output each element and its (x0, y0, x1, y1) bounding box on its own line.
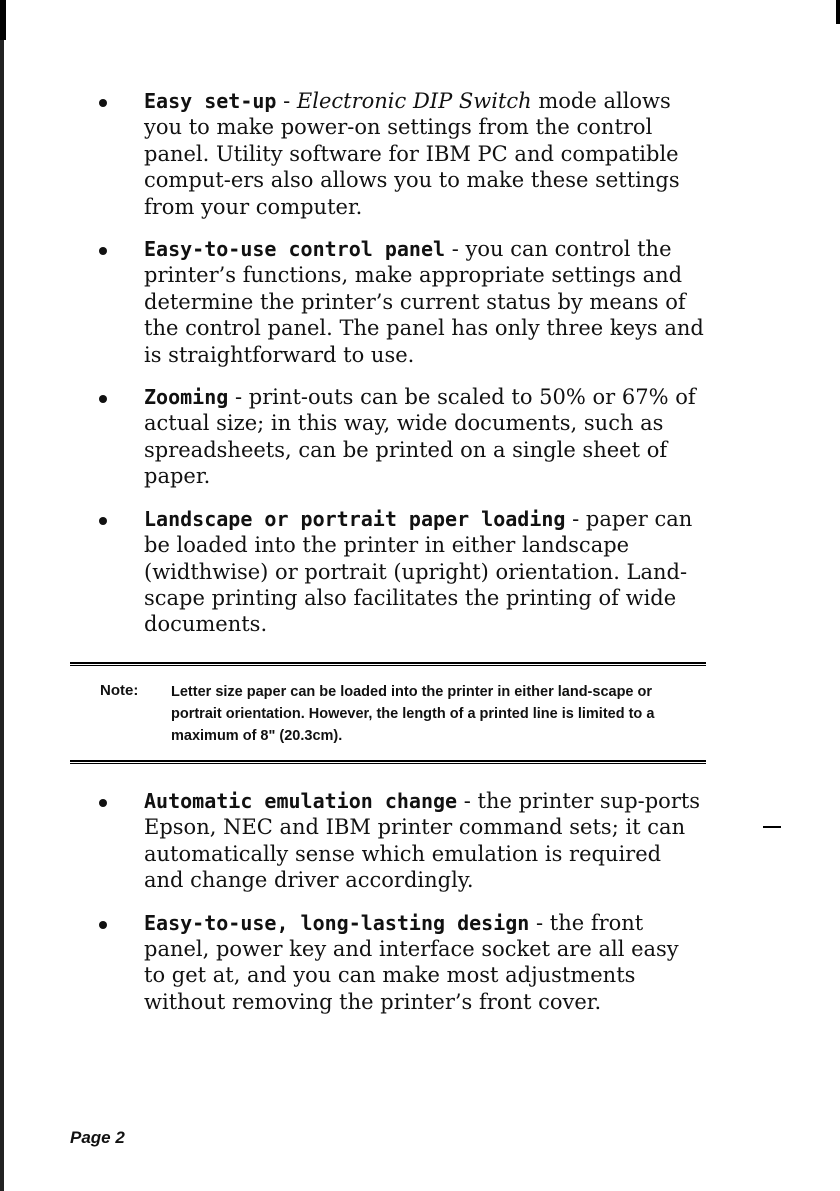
feature-text: Easy set-up - Electronic DIP Switch mode allows you to make power-on settings from the control panel. Utility software for IBM PC and compatible comput-ers also allows you to make these settings from your computer. (144, 89, 680, 219)
feature-description: the front panel, power key and interface socket are all easy to get at, and you can make most adjustments without removing the printer’s front cover. (144, 910, 679, 1014)
feature-item-control-panel (96, 236, 706, 368)
note-label: Note: (100, 682, 139, 699)
feature-text: Easy-to-use, long-lasting design - the front panel, power key and interface socket are all easy to get at, and you can make most adjustments without removing the printer’s front cover. (144, 910, 679, 1014)
bullet-icon (99, 517, 107, 525)
bullet-icon (99, 247, 107, 255)
feature-item-paper-loading (96, 506, 706, 638)
bullet-icon (99, 395, 107, 403)
feature-description: the printer sup-ports Epson, NEC and IBM printer command sets; it can automatically sense which emulation is required and change driver accordingly. (144, 789, 701, 893)
scan-mark (0, 0, 6, 40)
page-number: Page 2 (70, 1128, 125, 1147)
feature-term: Zooming (144, 385, 229, 410)
feature-description: print-outs can be scaled to 50% or 67% of actual size; in this way, wide documents, such as spreadsheets, can be printed on a single sheet of paper. (144, 385, 696, 489)
feature-description: mode allows you to make power-on settings from the control panel. Utility software for IBM PC and compatible comput-ers also allows you to make these settings from your computer. (144, 89, 680, 219)
feature-list (96, 788, 706, 1031)
feature-term-italic: Electronic DIP Switch (296, 89, 532, 113)
feature-term: Automatic emulation change (144, 789, 458, 813)
feature-text: Easy-to-use control panel - you can control the printer’s functions, make appropriate settings and determine the printer’s current status by means of the control panel. The panel has only three keys and is straightforward to use. (144, 237, 704, 367)
divider (70, 662, 706, 666)
bullet-icon (99, 99, 107, 107)
feature-list (96, 88, 706, 654)
divider (70, 760, 706, 764)
bullet-icon (99, 799, 107, 807)
feature-item-easy-setup (96, 88, 706, 220)
note-text: Letter size paper can be loaded into the printer in either land-scape or portrait orientation. However, the length of a printed line is limited to a maximum of 8" (20.3cm). (171, 684, 655, 744)
margin-mark (763, 826, 781, 828)
feature-term: Easy-to-use, long-lasting design (144, 910, 530, 935)
feature-text: Landscape or portrait paper loading - paper can be loaded into the printer in either landscape (widthwise) or portrait (upright) orientation. Land-scape printing also facilitates the printing of wide documents. (144, 506, 693, 637)
feature-item-design (96, 910, 706, 1016)
bullet-icon (99, 921, 107, 929)
feature-text: Automatic emulation change - the printer sup-ports Epson, NEC and IBM printer command sets; it can automatically sense which emulation is required and change driver accordingly. (144, 789, 701, 893)
note-box (70, 662, 706, 768)
feature-description: paper can be loaded into the printer in either landscape (widthwise) or portrait (upright) orientation. Land-scape printing also facilitates the printing of wide documents. (144, 506, 693, 637)
feature-term: Easy-to-use control panel (144, 237, 446, 262)
scan-mark (836, 0, 840, 24)
scan-edge (0, 0, 4, 1191)
feature-item-emulation (96, 788, 706, 894)
feature-item-zooming (96, 384, 706, 490)
feature-term: Easy set-up (144, 89, 277, 113)
feature-term: Landscape or portrait paper loading (144, 506, 566, 531)
feature-description: you can control the printer’s functions, make appropriate settings and determine the printer’s current status by means of the control panel. The panel has only three keys and is straightforward to use. (144, 237, 704, 367)
feature-text: Zooming - print-outs can be scaled to 50% or 67% of actual size; in this way, wide documents, such as spreadsheets, can be printed on a single sheet of paper. (144, 385, 696, 489)
